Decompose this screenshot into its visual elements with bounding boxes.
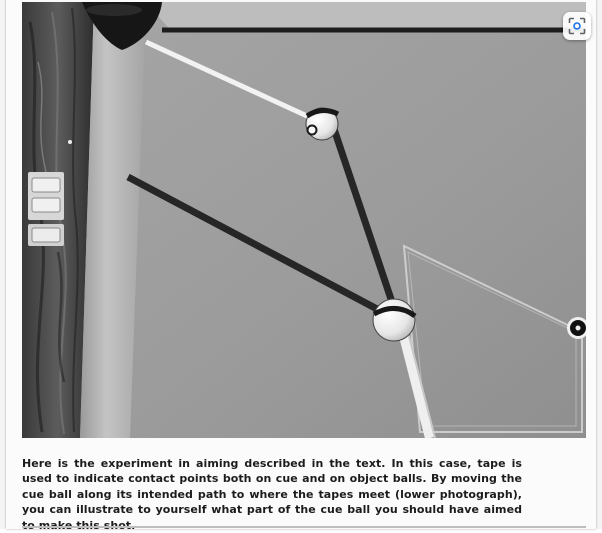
photo-caption: Here is the experiment in aiming described in the text. In this case, tape is used to indicate contact points both on cue and on object balls. By moving the cue ball along its intended path to where the tapes meet (lower photograph), you can illustrate to yourself what part of the cue ball you should have aimed bbox=[22, 457, 522, 517]
diamond-sights bbox=[28, 172, 64, 246]
object-ball bbox=[306, 108, 338, 140]
pool-table-photo bbox=[22, 2, 586, 438]
visual-search-icon bbox=[568, 17, 586, 35]
page-bottom-rule bbox=[22, 526, 586, 528]
photograph bbox=[22, 2, 586, 438]
scanned-page bbox=[6, 0, 596, 529]
visual-search-button[interactable] bbox=[563, 12, 591, 40]
